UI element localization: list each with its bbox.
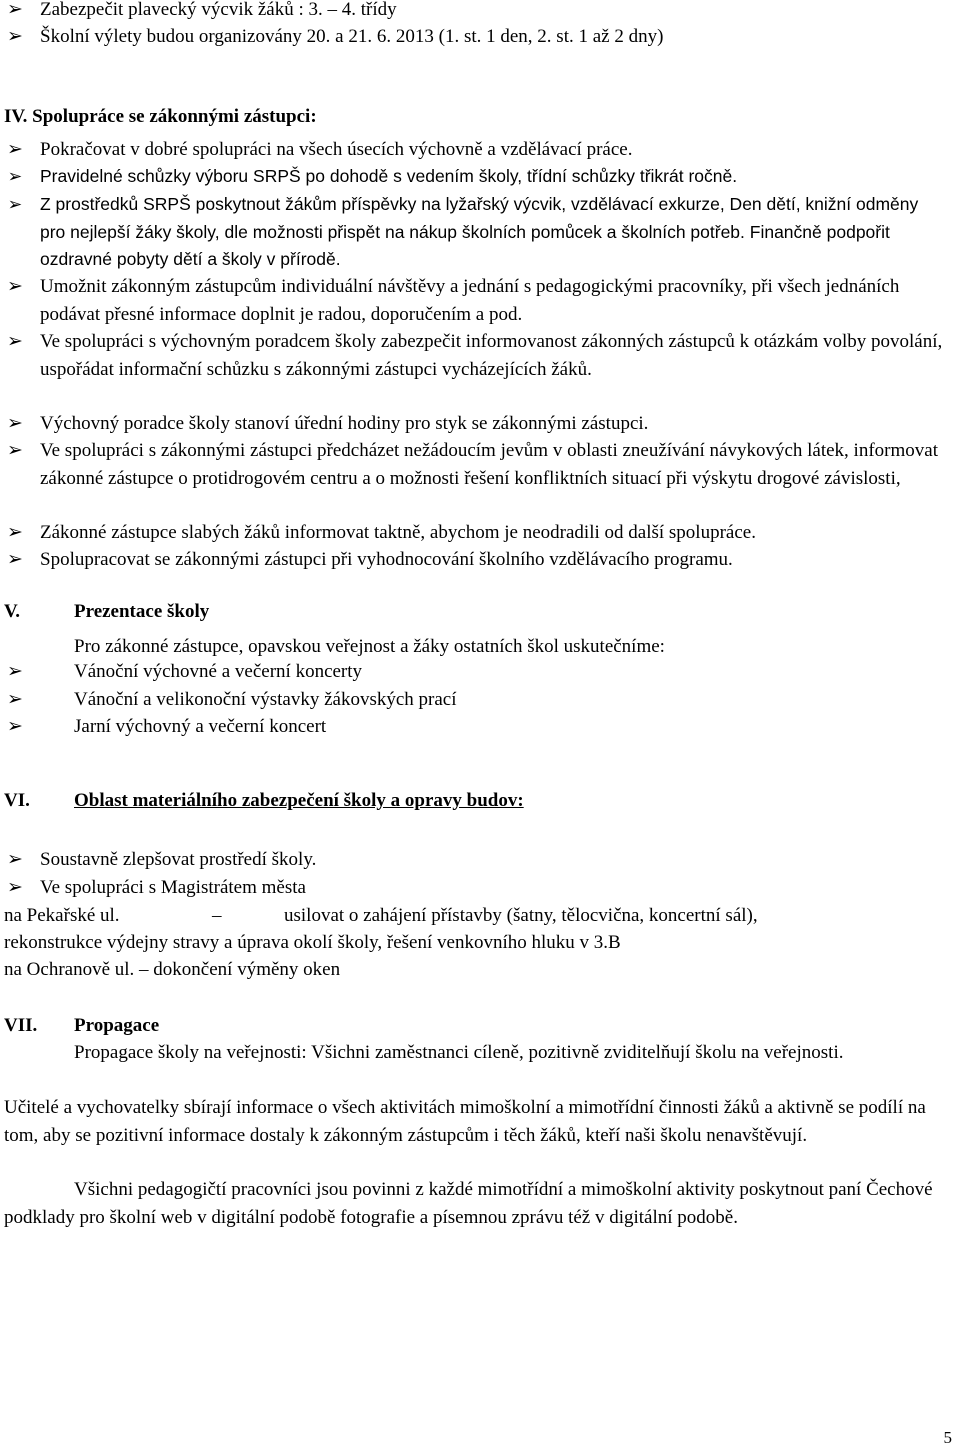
list-item: ➢ Zabezpečit plavecký výcvik žáků : 3. – 4. třídy (4, 0, 944, 24)
paragraph: Všichni pedagogičtí pracovníci jsou povinni z každé mimotřídní a mimoškolní aktivity poskytnout paní Čechové podklady pro školní web v digitální podobě fotografie a písemnou zprávu též v digitální podobě. (4, 1179, 933, 1228)
arrow-bullet-icon: ➢ (7, 0, 23, 20)
list-item: ➢ Výchovný poradce školy stanoví úřední hodiny pro styk se zákonnými zástupci. (4, 410, 944, 438)
arrow-bullet-icon: ➢ (7, 877, 23, 898)
list-item: ➢ Pravidelné schůzky výboru SRPŠ po dohodě s vedením školy, třídní schůzky třikrát ročně. (4, 163, 944, 191)
list-item: ➢ Umožnit zákonným zástupcům individuální návštěvy a jednání s pedagogickými pracovníky, při všech jednáních podávat přesné informace doplnit je radou, doporučením a pod. (4, 273, 944, 328)
arrow-bullet-icon: ➢ (7, 689, 23, 710)
arrow-bullet-icon: ➢ (7, 661, 23, 682)
arrow-bullet-icon: ➢ (7, 716, 23, 737)
text-line: na Pekařské ul. (4, 905, 120, 926)
list-item: ➢ Z prostředků SRPŠ poskytnout žákům příspěvky na lyžařský výcvik, vzdělávací exkurze, Den dětí, knižní odměny pro nejlepší žáky školy, dle možnosti přispět na nákup školních pomůcek a školních potřeb. Finančně podpořit ozdravné pobyty dětí a školy v přírodě. (4, 191, 944, 274)
list-item: ➢ Školní výlety budou organizovány 20. a 21. 6. 2013 (1. st. 1 den, 2. st. 1 až 2 dny) (4, 23, 944, 51)
list-item: ➢ Ve spolupráci s výchovným poradcem školy zabezpečit informovanost zákonných zástupců k otázkám volby povolání, uspořádat informační schůzku s zákonnými zástupci vycházejících žáků. (4, 328, 944, 383)
arrow-bullet-icon: ➢ (7, 194, 23, 214)
list-item: ➢ Soustavně zlepšovat prostředí školy. (4, 846, 944, 874)
list-item: ➢ Zákonné zástupce slabých žáků informovat taktně, abychom je neodradili od další spolupráce. (4, 519, 944, 547)
arrow-bullet-icon: ➢ (7, 331, 23, 352)
dash: – (212, 905, 222, 926)
section-heading-vii: Propagace (74, 1015, 160, 1036)
list-item: ➢ Spolupracovat se zákonnými zástupci při vyhodnocování školního vzdělávacího programu. (4, 546, 944, 574)
section-number-vi: VI. (4, 790, 30, 811)
page-number: 5 (943, 1428, 952, 1447)
list-item: ➢ Pokračovat v dobré spolupráci na všech úsecích výchovně a vzdělávací práce. (4, 136, 944, 164)
section-number-vii: VII. (4, 1015, 38, 1036)
section-number-v: V. (4, 601, 21, 622)
section-heading-v: Prezentace školy (74, 601, 210, 622)
arrow-bullet-icon: ➢ (7, 549, 23, 570)
arrow-bullet-icon: ➢ (7, 849, 23, 870)
list-item: ➢ Ve spolupráci s Magistrátem města (4, 874, 944, 902)
arrow-bullet-icon: ➢ (7, 440, 23, 461)
list-item: ➢ Jarní výchovný a večerní koncert (4, 713, 944, 741)
paragraph: Učitelé a vychovatelky sbírají informace o všech aktivitách mimoškolní a mimotřídní činnosti žáků a aktivně se podílí na tom, aby se pozitivní informace dostaly k zákonným zástupcům i těch žáků, kteří naši školu nenavštěvují. (4, 1097, 926, 1146)
arrow-bullet-icon: ➢ (7, 26, 23, 47)
text-line: usilovat o zahájení přístavby (šatny, tělocvična, koncertní sál), (284, 905, 758, 926)
text-line: na Ochranově ul. – dokončení výměny oken (4, 959, 341, 980)
list-item: ➢ Vánoční výchovné a večerní koncerty (4, 658, 944, 686)
arrow-bullet-icon: ➢ (7, 276, 23, 297)
section-heading-vi: Oblast materiálního zabezpečení školy a opravy budov: (74, 790, 524, 811)
list-item: ➢ Vánoční a velikonoční výstavky žákovských prací (4, 686, 944, 714)
arrow-bullet-icon: ➢ (7, 166, 23, 186)
paragraph: Propagace školy na veřejnosti: Všichni zaměstnanci cíleně, pozitivně zviditelňují školu na veřejnosti. (74, 1042, 844, 1063)
arrow-bullet-icon: ➢ (7, 522, 23, 543)
section-heading-iv: IV. Spolupráce se zákonnými zástupci: (4, 106, 317, 127)
arrow-bullet-icon: ➢ (7, 413, 23, 434)
section-intro: Pro zákonné zástupce, opavskou veřejnost a žáky ostatních škol uskutečníme: (74, 636, 665, 657)
list-item: ➢ Ve spolupráci s zákonnými zástupci předcházet nežádoucím jevům v oblasti zneužívání návykových látek, informovat zákonné zástupce o protidrogovém centru a o možnosti řešení konfliktních situací při výskytu drogové závislosti, (4, 437, 944, 492)
text-line: rekonstrukce výdejny stravy a úprava okolí školy, řešení venkovního hluku v 3.B (4, 932, 621, 953)
arrow-bullet-icon: ➢ (7, 139, 23, 160)
